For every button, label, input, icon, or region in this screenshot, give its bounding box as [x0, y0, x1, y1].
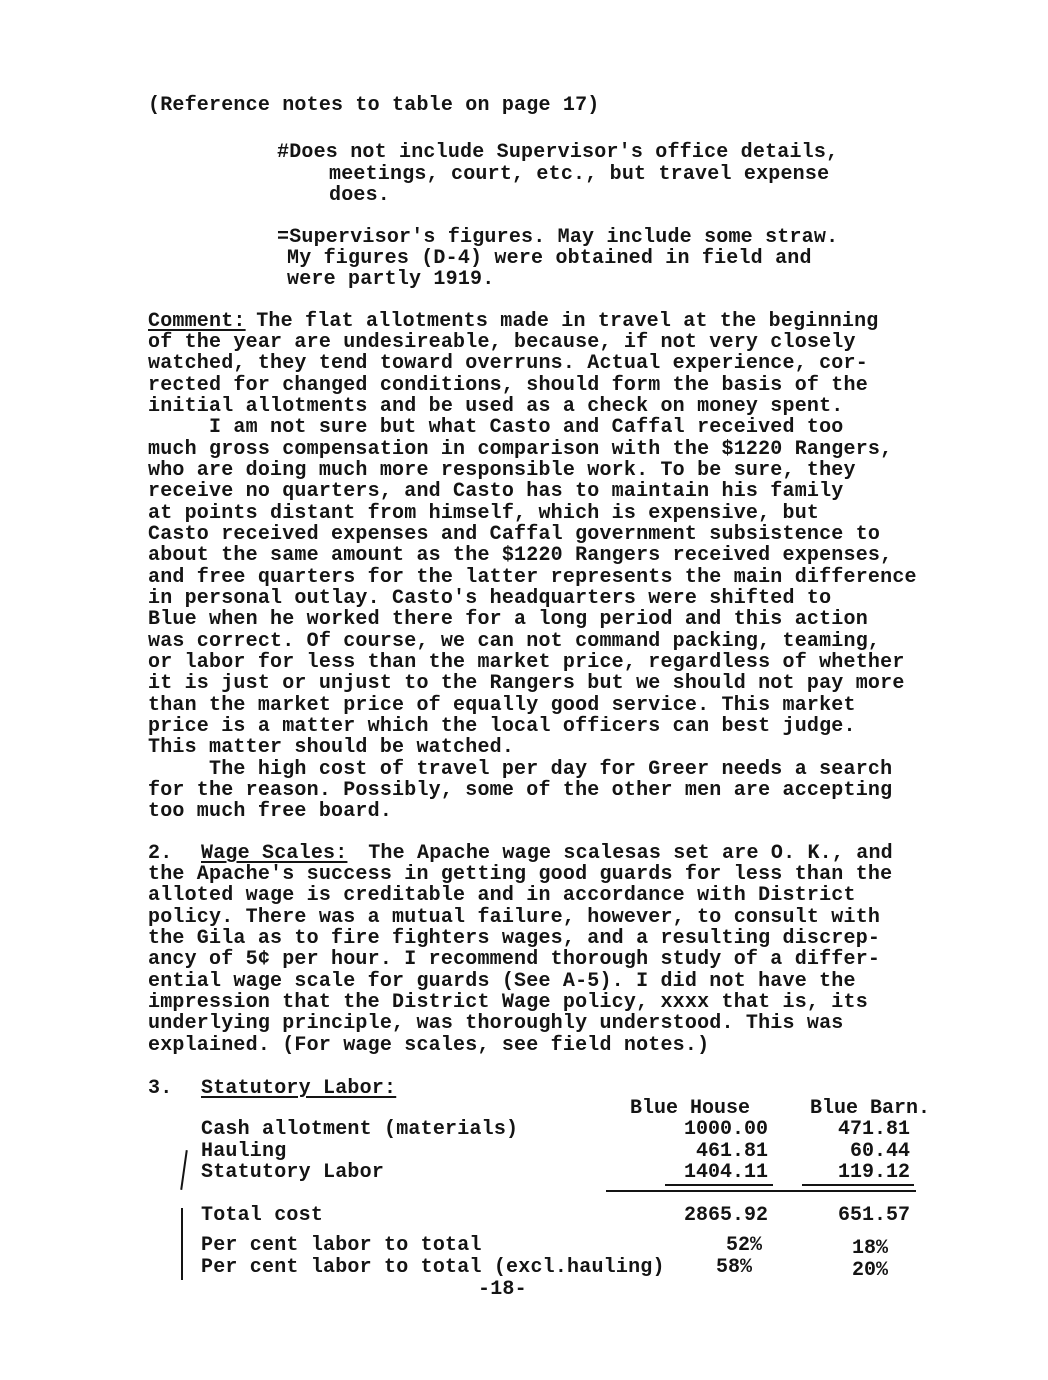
comment-line: for the reason. Possibly, some of the other men are accepting — [148, 779, 893, 802]
wage-line: ancy of 5¢ per hour. I recommend thorough study of a differ- — [148, 948, 881, 971]
blue-house-value: 461.81 — [695, 1140, 768, 1163]
comment-line: receive no quarters, and Casto has to maintain his family — [148, 480, 844, 503]
page-header: (Reference notes to table on page 17) — [148, 94, 600, 117]
subtotal-rule-blue-house — [665, 1184, 773, 1186]
wage-scales-label: Wage Scales: — [201, 842, 348, 865]
comment-line: The high cost of travel per day for Greer needs a search — [148, 758, 893, 781]
comment-line: The flat allotments made in travel at the beginning — [244, 310, 879, 333]
blue-barn-value: 471.81 — [837, 1118, 910, 1141]
total-label: Total cost — [201, 1204, 324, 1227]
comment-line: about the same amount as the $1220 Rangers received expenses, — [148, 544, 893, 567]
blue-house-value: 52% — [725, 1234, 762, 1257]
note-line: were partly 1919. — [287, 268, 495, 291]
note-line: meetings, court, etc., but travel expense — [329, 163, 830, 186]
comment-line: much gross compensation in comparison with the $1220 Rangers, — [148, 438, 893, 461]
row-label: Per cent labor to total — [201, 1234, 482, 1257]
row-label: Hauling — [201, 1140, 287, 1163]
comment-line: Casto received expenses and Caffal government subsistence to — [148, 523, 881, 546]
wage-line: explained. (For wage scales, see field notes.) — [148, 1034, 710, 1057]
comment-line: was correct. Of course, we can not command packing, teaming, — [148, 630, 881, 653]
row-label: Cash allotment (materials) — [201, 1118, 519, 1141]
comment-line: in personal outlay. Casto's headquarters were shifted to — [148, 587, 832, 610]
page-number: -18- — [478, 1278, 527, 1301]
blue-barn-value: 119.12 — [837, 1161, 910, 1184]
total-rule — [606, 1190, 916, 1192]
statutory-labor-label: Statutory Labor: — [201, 1077, 397, 1100]
comment-line: it is just or unjust to the Rangers but we should not pay more — [148, 672, 905, 695]
comment-line: This matter should be watched. — [148, 736, 515, 759]
blue-house-value: 1000.00 — [683, 1118, 768, 1141]
column-header-blue-barn: Blue Barn. — [809, 1097, 931, 1120]
comment-line: Blue when he worked there for a long period and this action — [148, 608, 868, 631]
wage-line: policy. There was a mutual failure, however, to consult with — [148, 906, 881, 929]
column-header-blue-house: Blue House — [629, 1097, 751, 1120]
subtotal-rule-blue-barn — [802, 1184, 914, 1186]
blue-barn-value: 20% — [851, 1259, 888, 1282]
blue-house-value: 1404.11 — [683, 1161, 768, 1184]
margin-bracket — [180, 1150, 188, 1190]
blue-house-value: 58% — [715, 1256, 752, 1279]
comment-line: who are doing much more responsible work. To be sure, they — [148, 459, 856, 482]
wage-line: alloted wage is creditable and in accordance with District — [148, 884, 856, 907]
total-blue-barn: 651.57 — [837, 1204, 910, 1227]
wage-line: The Apache wage scalesas set are O. K., and — [356, 842, 893, 865]
comment-line: of the year are undesireable, because, if not very closely — [148, 331, 856, 354]
total-blue-house: 2865.92 — [683, 1204, 768, 1227]
comment-line: than the market price of equally good service. This market — [148, 694, 856, 717]
section-number: 2. — [148, 842, 173, 865]
margin-bracket — [181, 1208, 183, 1280]
wage-line: ential wage scale for guards (See A-5). I did not have the — [148, 970, 856, 993]
note-line: does. — [329, 184, 391, 207]
row-label: Per cent labor to total (excl.hauling) — [201, 1256, 665, 1279]
comment-line: at points distant from himself, which is expensive, but — [148, 502, 820, 525]
row-label: Statutory Labor — [201, 1161, 385, 1184]
comment-line: or labor for less than the market price, regardless of whether — [148, 651, 905, 674]
comment-line: and free quarters for the latter represents the main difference — [148, 566, 917, 589]
section-number: 3. — [148, 1077, 173, 1100]
blue-barn-value: 18% — [851, 1237, 888, 1260]
wage-line: the Apache's success in getting good guards for less than the — [148, 863, 893, 886]
wage-line: underlying principle, was thoroughly understood. This was — [148, 1012, 844, 1035]
comment-line: price is a matter which the local officers can best judge. — [148, 715, 856, 738]
comment-line: I am not sure but what Casto and Caffal received too — [148, 416, 844, 439]
comment-line: too much free board. — [148, 800, 393, 823]
wage-line: the Gila as to fire fighters wages, and a resulting discrep- — [148, 927, 881, 950]
blue-barn-value: 60.44 — [849, 1140, 910, 1163]
wage-line: impression that the District Wage policy, xxxx that is, its — [148, 991, 868, 1014]
comment-line: watched, they tend toward overruns. Actual experience, cor- — [148, 352, 868, 375]
note-line: =Supervisor's figures. May include some straw. — [277, 226, 839, 249]
comment-line: rected for changed conditions, should form the basis of the — [148, 374, 868, 397]
note-line: #Does not include Supervisor's office details, — [277, 141, 839, 164]
note-line: My figures (D-4) were obtained in field and — [287, 247, 812, 270]
comment-label: Comment: — [148, 310, 246, 333]
comment-line: initial allotments and be used as a check on money spent. — [148, 395, 844, 418]
